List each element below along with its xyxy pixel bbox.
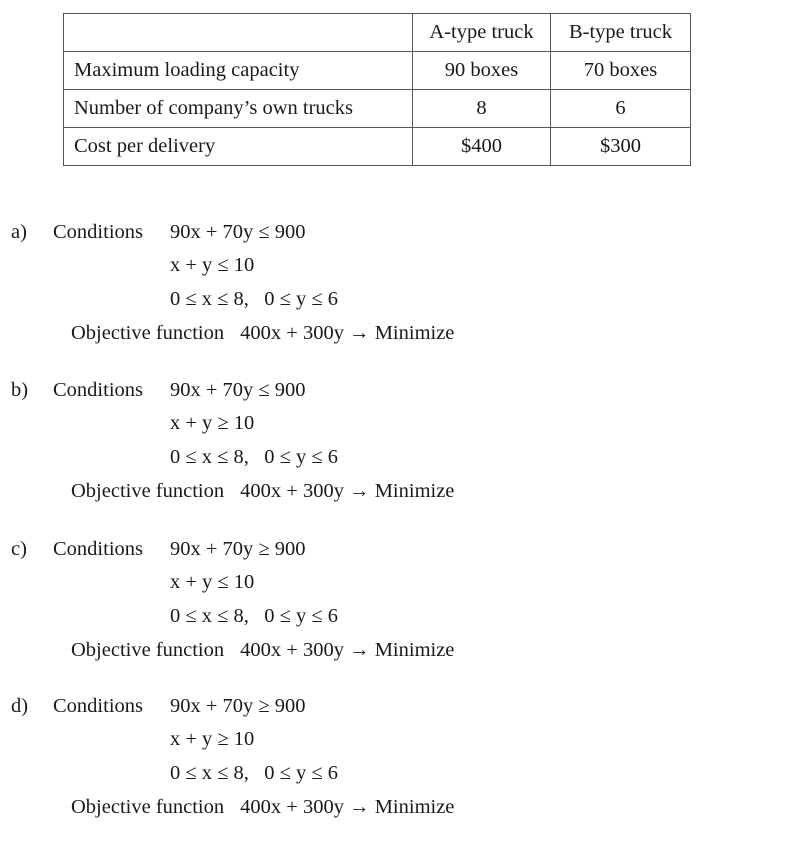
constraint-truck-count: x + y ≤ 10	[170, 571, 255, 593]
objective-label: Objective function	[71, 639, 225, 661]
option-c	[0, 538, 805, 688]
objective-expression: 400x + 300y → Minimize	[240, 796, 455, 818]
constraint-truck-count: x + y ≤ 10	[170, 254, 255, 276]
cell-b: 6	[551, 90, 691, 128]
cell-a: $400	[413, 128, 551, 166]
table-row	[64, 90, 691, 128]
constraint-bounds: 0 ≤ x ≤ 8, 0 ≤ y ≤ 6	[170, 446, 339, 468]
table-row	[64, 52, 691, 90]
objective-expression: 400x + 300y → Minimize	[240, 639, 455, 661]
table-header-row	[64, 14, 691, 52]
objective-line	[71, 322, 454, 345]
option-b	[0, 379, 805, 529]
conditions-label: Conditions	[53, 221, 143, 243]
cell-b: $300	[551, 128, 691, 166]
objective-label: Objective function	[71, 796, 225, 818]
row-label: Number of company’s own trucks	[64, 90, 413, 128]
constraint-bounds: 0 ≤ x ≤ 8, 0 ≤ y ≤ 6	[170, 288, 339, 310]
row-label: Maximum loading capacity	[64, 52, 413, 90]
conditions-label: Conditions	[53, 695, 143, 717]
conditions-label: Conditions	[53, 538, 143, 560]
conditions-label: Conditions	[53, 379, 143, 401]
objective-label: Objective function	[71, 322, 225, 344]
option-letter: a)	[11, 221, 27, 243]
option-a	[0, 221, 805, 371]
option-d	[0, 695, 805, 845]
table-row	[64, 128, 691, 166]
option-letter: d)	[11, 695, 29, 717]
header-b-type-truck: B-type truck	[551, 14, 691, 52]
cell-a: 90 boxes	[413, 52, 551, 90]
option-letter: c)	[11, 538, 27, 560]
objective-label: Objective function	[71, 480, 225, 502]
constraint-bounds: 0 ≤ x ≤ 8, 0 ≤ y ≤ 6	[170, 605, 339, 627]
objective-line	[71, 796, 454, 819]
cell-a: 8	[413, 90, 551, 128]
cell-b: 70 boxes	[551, 52, 691, 90]
header-empty-cell	[64, 14, 413, 52]
row-label: Cost per delivery	[64, 128, 413, 166]
constraint-bounds: 0 ≤ x ≤ 8, 0 ≤ y ≤ 6	[170, 762, 339, 784]
constraint-truck-count: x + y ≥ 10	[170, 728, 255, 750]
constraint-capacity: 90x + 70y ≥ 900	[170, 538, 306, 560]
objective-expression: 400x + 300y → Minimize	[240, 480, 455, 502]
objective-line	[71, 480, 454, 503]
constraint-truck-count: x + y ≥ 10	[170, 412, 255, 434]
constraint-capacity: 90x + 70y ≤ 900	[170, 221, 306, 243]
objective-expression: 400x + 300y → Minimize	[240, 322, 455, 344]
header-a-type-truck: A-type truck	[413, 14, 551, 52]
option-letter: b)	[11, 379, 29, 401]
constraint-capacity: 90x + 70y ≥ 900	[170, 695, 306, 717]
constraint-capacity: 90x + 70y ≤ 900	[170, 379, 306, 401]
truck-spec-table	[63, 13, 691, 166]
objective-line	[71, 639, 454, 662]
